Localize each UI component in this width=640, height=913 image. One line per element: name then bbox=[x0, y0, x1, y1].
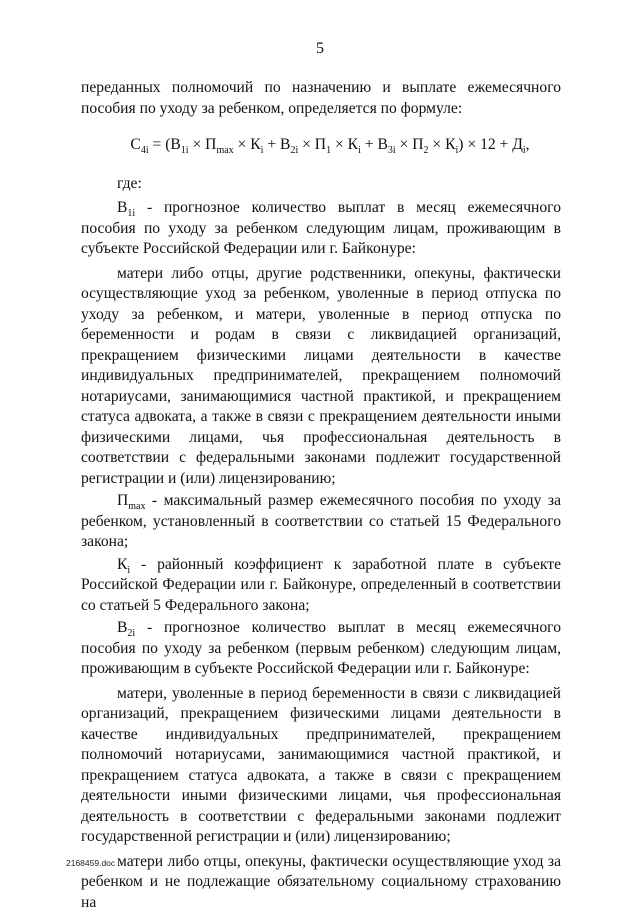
definition-b1: $В_{1i}$ - прогнозное количество выплат в месяц ежемесячного пособия по уходу за ребенком следующим лицам, проживающим в субъекте Российской Федерации или г. Байконуре: bbox=[81, 198, 561, 260]
formula: $С_{4i} = (В_{1i} \times П_{max} \times К_i + В_{2i} \times П_1 \times К_i + В_{3i} \times П_2 \times К_i) \times 12 + Д_i$, bbox=[81, 135, 561, 156]
footer-doc-id: 2168459.doc bbox=[66, 858, 115, 868]
definition-b2-persons-2: матери либо отцы, опекуны, фактически осуществляющие уход за ребенком и не подлежащие обязательному социальному страхованию на bbox=[81, 852, 561, 913]
definition-b2: $В_{2i}$ - прогнозное количество выплат в месяц ежемесячного пособия по уходу за ребенком (первым ребенком) следующим лицам, проживающим в субъекте Российской Федерации или г. Байконуре: bbox=[81, 618, 561, 680]
definition-pmax: $П_{max}$ - максимальный размер ежемесячного пособия по уходу за ребенком, установленный в соответствии со статьей 15 Федерального закона; bbox=[81, 491, 561, 553]
where-label: где: bbox=[81, 174, 561, 195]
page-number: 5 bbox=[0, 40, 640, 58]
intro-paragraph: переданных полномочий по назначению и выплате ежемесячного пособия по уходу за ребенком, определяется по формуле: bbox=[81, 78, 561, 119]
definition-k: $К_i$ - районный коэффициент к заработной плате в субъекте Российской Федерации или г. Байконуре, определенный в соответствии со статьей 5 Федерального закона; bbox=[81, 555, 561, 617]
document-body bbox=[81, 78, 561, 913]
definition-b1-persons: матери либо отцы, другие родственники, опекуны, фактически осуществляющие уход за ребенком, уволенные в период отпуска по уходу за ребенком, и матери, уволенные в период отпуска по беременности и родам в связи с ликвидацией организаций, прекращением физическими лицами деятельности в качестве индивидуальных предпринимателей, прекращением полномочий нотариусами, занимающимися частной практикой, и прекращением статуса адвоката, а также в связи с прекращением деятельности иными физическими лицами, чья профессиональная деятельность в соответствии с федеральными законами подлежит государственной регистрации и (или) лицензированию; bbox=[81, 264, 561, 490]
definition-b2-persons-1: матери, уволенные в период беременности в связи с ликвидацией организаций, прекращением физическими лицами деятельности в качестве индивидуальных предпринимателей, прекращением полномочий нотариусами, занимающимися частной практикой, и прекращением статуса адвоката, а также в связи с прекращением деятельности иными физическими лицами, чья профессиональная деятельность в соответствии с федеральными законами подлежит государственной регистрации и (или) лицензированию; bbox=[81, 684, 561, 848]
